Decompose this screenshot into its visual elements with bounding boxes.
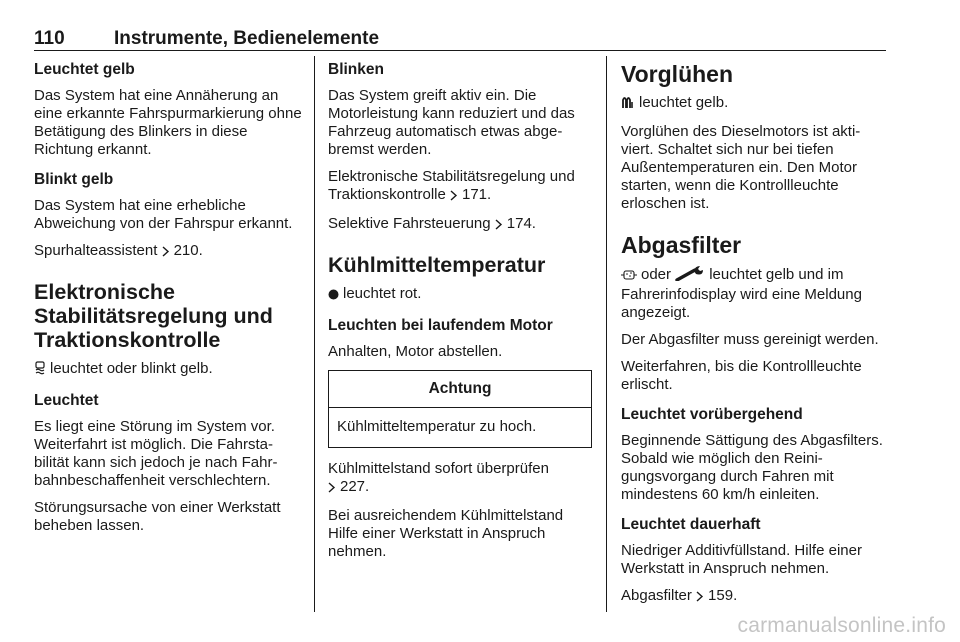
heading-blinkt-gelb: Blinkt gelb — [34, 171, 114, 188]
paragraph: Der Abgasfilter muss gereinigt werden. — [621, 331, 879, 348]
section-heading-esc: Elektronische Stabilitätsregelung und Traktionskontrolle — [34, 280, 273, 352]
section-heading-vorgluehen: Vorglühen — [621, 61, 734, 87]
heading-leuchtet-gelb: Leuchtet gelb — [34, 61, 135, 78]
reference-text: Abgasfilter — [621, 587, 692, 604]
paragraph: Beginnende Sättigung des Abgasfilters. Sobald wie möglich den Reinigungsvorgang durch Fahren mit mindestens 60 km/h einleiten. — [621, 432, 883, 503]
filter-status-text: leuchtet gelb und im Fahrerinfodisplay wird eine Meldung angezeigt. — [621, 266, 862, 321]
heading-laufender-motor: Leuchten bei laufendem Motor — [328, 317, 553, 334]
column-1 — [34, 60, 302, 544]
glow-status-text: leuchtet gelb. — [639, 94, 729, 111]
watermark: carmanualsonline.info — [737, 614, 946, 637]
warning-title: Achtung — [329, 371, 591, 408]
esc-skid-icon — [34, 361, 46, 380]
or-text: oder — [641, 266, 672, 283]
status-line — [621, 265, 885, 322]
warning-box — [328, 370, 592, 448]
paragraph: Das System greift aktiv ein. Die Motorleistung kann reduziert und das Fahrzeug automatisch etwas abgebremst werden. — [328, 87, 575, 158]
paragraph: Das System hat eine erhebliche Abweichung von der Fahrspur erkannt. — [34, 197, 293, 232]
cross-reference[interactable] — [328, 215, 592, 235]
coolant-status-text: leuchtet rot. — [343, 285, 422, 302]
esc-status-text: leuchtet oder blinkt gelb. — [50, 360, 213, 377]
paragraph: Niedriger Additivfüllstand. Hilfe einer Werkstatt in Anspruch nehmen. — [621, 542, 862, 577]
heading-blinken: Blinken — [328, 61, 384, 78]
reference-text: Elektronische Stabilitätsregelung und Traktionskontrolle — [328, 168, 575, 203]
paragraph: Es liegt eine Störung im System vor. Weiterfahrt ist möglich. Die Fahrstabilität kann sich jedoch je nach Fahrbahnbeschaffenheit verschlechtern. — [34, 418, 278, 489]
section-heading-abgasfilter: Abgasfilter — [621, 232, 742, 258]
status-line — [34, 360, 302, 380]
status-line — [328, 285, 592, 305]
heading-leuchtet: Leuchtet — [34, 392, 99, 409]
paragraph: Vorglühen des Dieselmotors ist aktiviert. Schaltet sich nur bei tiefen Außentemperaturen ein. Den Motor starten, wenn die Kontrollleuchte erloschen ist. — [621, 123, 861, 212]
header-rule — [34, 50, 886, 51]
page-reference-arrow-icon — [162, 244, 170, 262]
page-number: 110 — [34, 28, 65, 49]
page-reference-arrow-icon — [450, 188, 458, 206]
reference-text: Selektive Fahrsteuerung — [328, 215, 491, 232]
page-reference-arrow-icon — [696, 589, 704, 607]
page-header — [34, 28, 886, 50]
reference-page: 174. — [506, 215, 536, 232]
paragraph: Weiterfahren, bis die Kontrollleuchte erlischt. — [621, 358, 862, 393]
column-2 — [328, 60, 592, 570]
paragraph: Anhalten, Motor abstellen. — [328, 343, 503, 360]
glow-plug-icon — [621, 96, 635, 114]
reference-page: 159. — [708, 587, 738, 604]
page-reference-arrow-icon — [495, 217, 503, 235]
reference-page: 171. — [462, 186, 492, 203]
particle-filter-icon — [621, 268, 637, 286]
paragraph: Das System hat eine Annäherung an eine erkannte Fahrspurmarkierung ohne Betätigung des Blinkers in diese Richtung erkannt. — [34, 87, 302, 158]
coolant-warning-dot-icon — [328, 287, 339, 305]
paragraph: Bei ausreichendem Kühlmittelstand Hilfe einer Werkstatt in Anspruch nehmen. — [328, 507, 564, 560]
cross-reference[interactable] — [328, 460, 592, 498]
column-divider-2 — [606, 56, 607, 612]
column-divider-1 — [314, 56, 315, 612]
reference-text: Spurhalteassistent — [34, 242, 158, 259]
reference-page: 227. — [340, 478, 370, 495]
heading-voruebergehend: Leuchtet vorübergehend — [621, 406, 803, 423]
running-title: Instrumente, Bedienelemente — [114, 28, 380, 49]
column-3 — [621, 60, 885, 616]
cross-reference[interactable] — [621, 587, 885, 607]
reference-page: 210. — [173, 242, 203, 259]
cross-reference[interactable] — [34, 242, 302, 262]
section-heading-kuehlmittel: Kühlmitteltemperatur — [328, 253, 546, 277]
heading-dauerhaft: Leuchtet dauerhaft — [621, 516, 761, 533]
paragraph: Störungsursache von einer Werkstatt beheben lassen. — [34, 499, 281, 534]
status-line — [621, 94, 885, 114]
cross-reference[interactable] — [328, 168, 592, 206]
warning-text: Kühlmitteltemperatur zu hoch. — [337, 418, 537, 435]
page-reference-arrow-icon — [328, 480, 336, 498]
reference-text: Kühlmittelstand sofort überprüfen — [328, 460, 549, 477]
wrench-icon — [675, 265, 705, 286]
